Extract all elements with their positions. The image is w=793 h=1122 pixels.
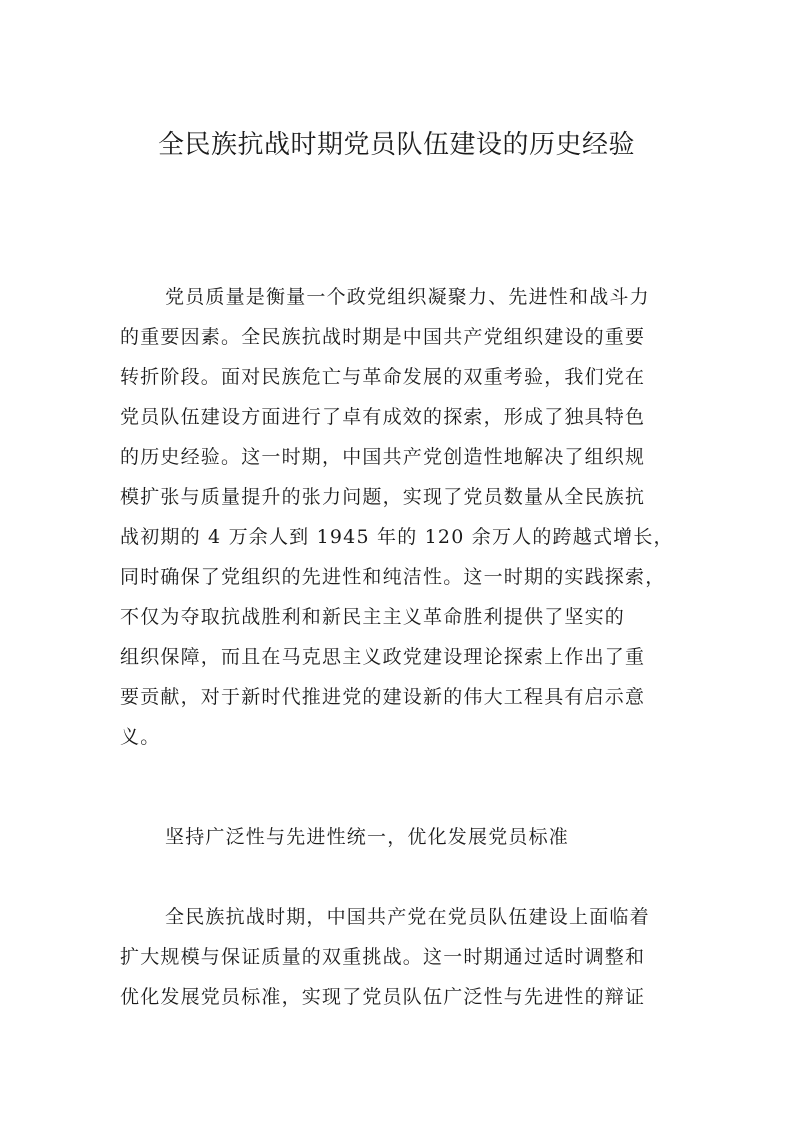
paragraph-1-line-6: 模扩张与质量提升的张力问题，实现了党员数量从全民族抗 bbox=[120, 486, 646, 508]
paragraph-1-line-12: 义。 bbox=[120, 726, 161, 748]
paragraph-2-line-2: 扩大规模与保证质量的双重挑战。这一时期通过适时调整和 bbox=[120, 946, 646, 968]
paragraph-1-line-3: 转折阶段。面对民族危亡与革命发展的双重考验，我们党在 bbox=[120, 366, 646, 388]
paragraph-2-line-1: 全民族抗战时期，中国共产党在党员队伍建设上面临着 bbox=[165, 906, 650, 928]
paragraph-1-line-11: 要贡献，对于新时代推进党的建设新的伟大工程具有启示意 bbox=[120, 686, 646, 708]
paragraph-1-line-7: 战初期的 4 万余人到 1945 年的 120 余万人的跨越式增长， bbox=[120, 526, 674, 548]
paragraph-1-line-1: 党员质量是衡量一个政党组织凝聚力、先进性和战斗力 bbox=[165, 286, 650, 308]
paragraph-2-line-3: 优化发展党员标准，实现了党员队伍广泛性与先进性的辩证 bbox=[120, 986, 646, 1008]
paragraph-1-line-9: 不仅为夺取抗战胜利和新民主主义革命胜利提供了坚实的 bbox=[120, 606, 626, 628]
paragraph-1-line-4: 党员队伍建设方面进行了卓有成效的探索，形成了独具特色 bbox=[120, 406, 646, 428]
paragraph-1-line-5: 的历史经验。这一时期，中国共产党创造性地解决了组织规 bbox=[120, 446, 646, 468]
paragraph-1-line-2: 的重要因素。全民族抗战时期是中国共产党组织建设的重要 bbox=[120, 326, 646, 348]
paragraph-1-line-10: 组织保障，而且在马克思主义政党建设理论探索上作出了重 bbox=[120, 646, 646, 668]
paragraph-1-line-8: 同时确保了党组织的先进性和纯洁性。这一时期的实践探索， bbox=[120, 566, 666, 588]
section-heading: 坚持广泛性与先进性统一，优化发展党员标准 bbox=[165, 826, 570, 848]
document-title: 全民族抗战时期党员队伍建设的历史经验 bbox=[157, 130, 635, 160]
